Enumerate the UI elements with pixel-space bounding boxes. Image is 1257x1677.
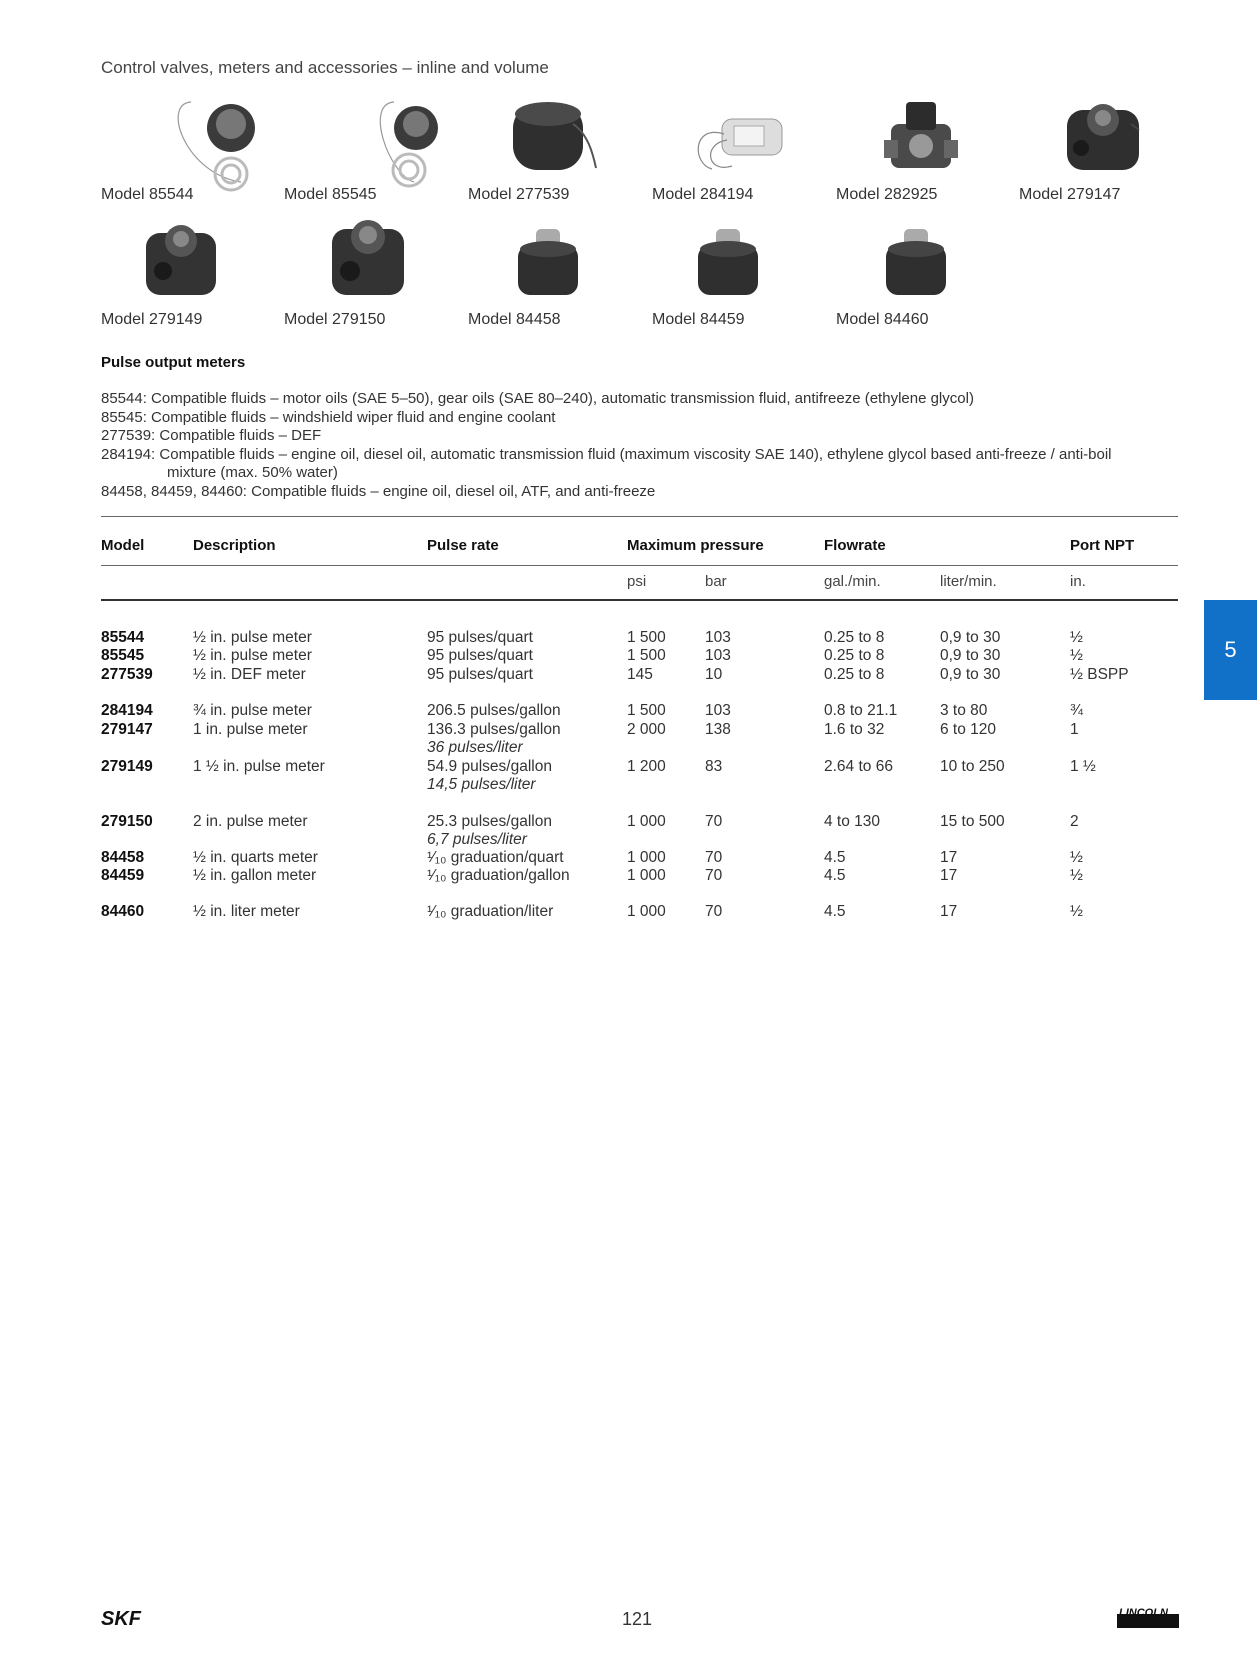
cell-gal: 0.8 to 21.1 <box>824 702 898 719</box>
product-282925 <box>836 84 1006 204</box>
subheading: Pulse output meters <box>101 354 246 371</box>
cell-pulse: ¹⁄₁₀ graduation/gallon <box>427 867 570 884</box>
cell-bar: 103 <box>705 647 731 664</box>
cell-liter: 17 <box>940 849 958 866</box>
skf-logo <box>101 1608 165 1628</box>
round-meter-with-coil-icon <box>101 84 271 194</box>
cell-port: ¾ <box>1070 702 1083 719</box>
dark-meter-with-cable-icon <box>468 84 638 194</box>
cell-port: ½ BSPP <box>1070 666 1129 683</box>
product-85545 <box>284 84 454 204</box>
cell-bar: 103 <box>705 629 731 646</box>
cell-port: ½ <box>1070 849 1083 866</box>
cell-pulse: 206.5 pulses/gallon <box>427 702 561 719</box>
product-279149 <box>101 209 271 329</box>
cell-model: 277539 <box>101 666 153 683</box>
product-caption: Model 282925 <box>836 186 938 203</box>
cell-gal: 0.25 to 8 <box>824 629 885 646</box>
cell-gal: 4.5 <box>824 867 846 884</box>
cell-liter: 0,9 to 30 <box>940 629 1001 646</box>
product-84459 <box>652 209 822 329</box>
cell-model: 279149 <box>101 758 153 775</box>
cell-pulse: 136.3 pulses/gallon <box>427 721 561 738</box>
col-header-flowrate: Flowrate <box>824 537 886 554</box>
cell-port: 1 ½ <box>1070 758 1096 775</box>
note-line: mixture (max. 50% water) <box>167 464 338 481</box>
cylinder-meter-icon <box>468 209 638 319</box>
unit-gal: gal./min. <box>824 573 881 590</box>
col-header-max-pressure: Maximum pressure <box>627 537 764 554</box>
cell-pulse: 25.3 pulses/gallon <box>427 813 552 830</box>
cell-bar: 10 <box>705 666 723 683</box>
cell-bar: 138 <box>705 721 731 738</box>
cell-port: ½ <box>1070 903 1083 920</box>
product-caption: Model 84458 <box>468 311 561 328</box>
cell-port: ½ <box>1070 867 1083 884</box>
cell-model: 279150 <box>101 813 153 830</box>
chapter-tab: 5 <box>1204 600 1257 700</box>
header-bottom-rule <box>101 599 1178 601</box>
cell-psi: 1 000 <box>627 813 666 830</box>
note-line: 85544: Compatible fluids – motor oils (SAE 5–50), gear oils (SAE 80–240), automatic transmission fluid, antifreeze (ethylene glycol) <box>101 390 974 407</box>
skf-logo-text: SKF <box>101 1608 141 1628</box>
cell-gal: 2.64 to 66 <box>824 758 893 775</box>
product-caption: Model 84459 <box>652 311 745 328</box>
cell-liter: 6 to 120 <box>940 721 997 738</box>
cell-liter: 17 <box>940 903 958 920</box>
product-caption: Model 279150 <box>284 311 386 328</box>
section-title: Control valves, meters and accessories – inline and volume <box>101 58 549 77</box>
cell-psi: 1 000 <box>627 849 666 866</box>
cell-description: ½ in. pulse meter <box>193 629 312 646</box>
note-line: 85545: Compatible fluids – windshield wiper fluid and engine coolant <box>101 408 556 426</box>
unit-psi: psi <box>627 573 647 590</box>
cell-model: 85544 <box>101 629 145 646</box>
product-277539 <box>468 84 638 204</box>
cell-pulse: 95 pulses/quart <box>427 629 533 646</box>
col-header-description: Description <box>193 537 276 554</box>
cell-description: 2 in. pulse meter <box>193 813 308 830</box>
product-caption: Model 279147 <box>1019 186 1121 203</box>
cell-liter: 0,9 to 30 <box>940 647 1001 664</box>
cell-model: 84460 <box>101 903 145 920</box>
round-meter-with-coil-icon <box>284 84 454 194</box>
product-279150 <box>284 209 454 329</box>
cell-bar: 103 <box>705 702 731 719</box>
cylinder-meter-icon <box>836 209 1006 319</box>
cell-bar: 70 <box>705 903 723 920</box>
block-meter-icon <box>1019 84 1189 194</box>
cell-psi: 1 200 <box>627 758 666 775</box>
cell-pulse: 95 pulses/quart <box>427 666 533 683</box>
cell-liter: 17 <box>940 867 958 884</box>
product-284194 <box>652 84 822 204</box>
header-divider <box>101 565 1178 566</box>
cell-liter: 0,9 to 30 <box>940 666 1001 683</box>
cell-liter: 3 to 80 <box>940 702 988 719</box>
note-line: 84458, 84459, 84460: Compatible fluids – engine oil, diesel oil, ATF, and anti-freeze <box>101 482 656 500</box>
cell-model: 284194 <box>101 702 153 719</box>
cell-pulse: 54.9 pulses/gallon <box>427 758 552 775</box>
product-caption: Model 277539 <box>468 186 570 203</box>
cell-psi: 1 500 <box>627 647 666 664</box>
inline-meter-with-wires-icon <box>652 84 822 194</box>
cell-model: 85545 <box>101 647 145 664</box>
cylinder-meter-icon <box>652 209 822 319</box>
product-84458 <box>468 209 638 329</box>
cell-pulse: ¹⁄₁₀ graduation/liter <box>427 903 554 920</box>
unit-in: in. <box>1070 573 1086 590</box>
product-caption: Model 284194 <box>652 186 754 203</box>
cell-psi: 2 000 <box>627 721 666 738</box>
cell-bar: 70 <box>705 813 723 830</box>
page-number: 121 <box>622 1609 653 1629</box>
cell-gal: 4.5 <box>824 849 846 866</box>
unit-bar: bar <box>705 573 727 590</box>
cell-gal: 0.25 to 8 <box>824 647 885 664</box>
cell-port: 1 <box>1070 721 1079 738</box>
cell-model: 279147 <box>101 721 153 738</box>
block-meter-icon <box>101 209 271 319</box>
lincoln-logo <box>1117 1604 1179 1630</box>
cell-description: ½ in. DEF meter <box>193 666 306 683</box>
cell-bar: 70 <box>705 867 723 884</box>
unit-liter: liter/min. <box>940 573 997 590</box>
note-line: 284194: Compatible fluids – engine oil, diesel oil, automatic transmission fluid (maximum viscosity SAE 140), ethylene glycol based anti-freeze / anti-boil <box>101 445 1112 463</box>
cell-description: 1 ½ in. pulse meter <box>193 758 325 775</box>
cell-description: ¾ in. pulse meter <box>193 702 312 719</box>
cell-bar: 70 <box>705 849 723 866</box>
cell-gal: 4.5 <box>824 903 846 920</box>
cell-psi: 1 000 <box>627 903 666 920</box>
block-meter-icon <box>284 209 454 319</box>
cell-psi: 1 500 <box>627 702 666 719</box>
product-caption: Model 84460 <box>836 311 929 328</box>
cell-gal: 0.25 to 8 <box>824 666 885 683</box>
table-top-rule <box>101 516 1178 517</box>
cell-gal: 4 to 130 <box>824 813 881 830</box>
cell-bar: 83 <box>705 758 723 775</box>
cell-model: 84458 <box>101 849 145 866</box>
col-header-model: Model <box>101 537 145 554</box>
product-caption: Model 279149 <box>101 311 203 328</box>
product-caption: Model 85545 <box>284 186 377 203</box>
cell-pulse-metric: 6,7 pulses/liter <box>427 831 527 848</box>
cell-psi: 145 <box>627 666 653 683</box>
product-85544 <box>101 84 271 204</box>
cell-description: ½ in. liter meter <box>193 903 300 920</box>
col-header-port: Port NPT <box>1070 537 1135 554</box>
cell-psi: 1 500 <box>627 629 666 646</box>
cell-port: ½ <box>1070 647 1083 664</box>
cell-port: ½ <box>1070 629 1083 646</box>
cell-pulse: 95 pulses/quart <box>427 647 533 664</box>
cell-liter: 10 to 250 <box>940 758 1005 775</box>
lincoln-logo-text: LINCOLN <box>1119 1607 1168 1619</box>
compatibility-notes <box>101 390 1181 501</box>
note-line: 277539: Compatible fluids – DEF <box>101 427 322 444</box>
product-279147 <box>1019 84 1189 204</box>
cell-psi: 1 000 <box>627 867 666 884</box>
cell-gal: 1.6 to 32 <box>824 721 885 738</box>
cell-description: 1 in. pulse meter <box>193 721 308 738</box>
cell-pulse-metric: 14,5 pulses/liter <box>427 776 536 793</box>
product-84460 <box>836 209 1006 329</box>
product-caption: Model 85544 <box>101 186 194 203</box>
cell-liter: 15 to 500 <box>940 813 1005 830</box>
oval-gear-meter-icon <box>836 84 1006 194</box>
cell-pulse: ¹⁄₁₀ graduation/quart <box>427 849 564 866</box>
cell-description: ½ in. quarts meter <box>193 849 318 866</box>
col-header-pulse-rate: Pulse rate <box>427 537 499 554</box>
cell-description: ½ in. gallon meter <box>193 867 317 884</box>
cell-description: ½ in. pulse meter <box>193 647 312 664</box>
cell-pulse-metric: 36 pulses/liter <box>427 739 523 756</box>
cell-model: 84459 <box>101 867 145 884</box>
cell-port: 2 <box>1070 813 1079 830</box>
